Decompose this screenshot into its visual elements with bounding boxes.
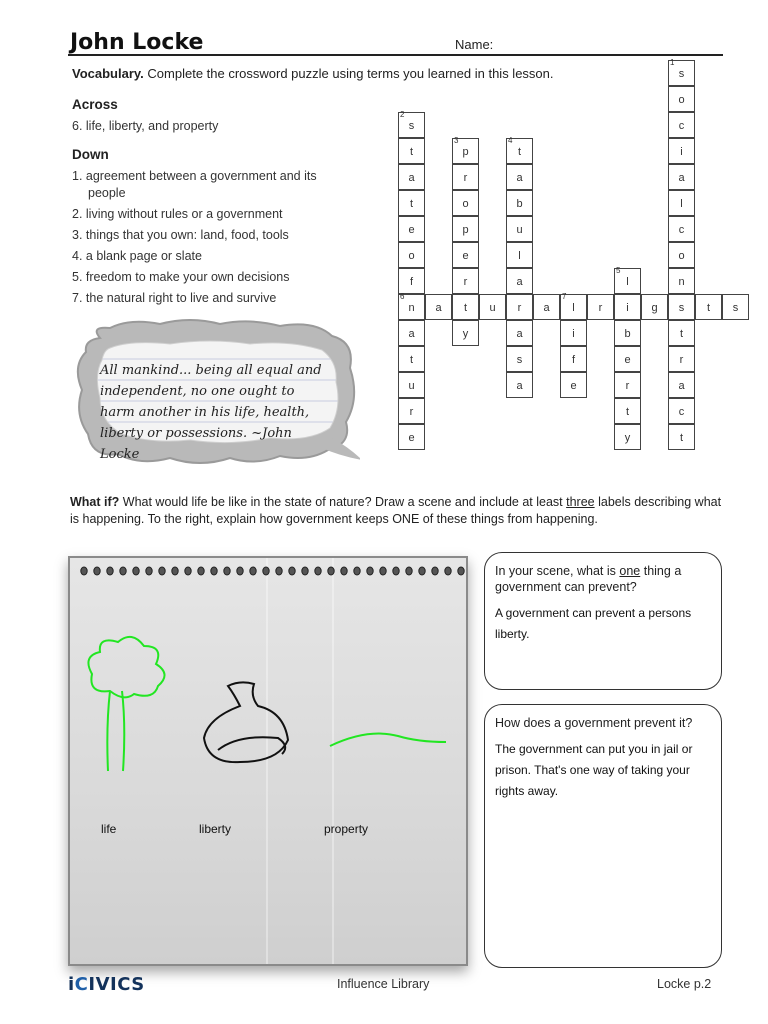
crossword-cell[interactable]: c <box>668 112 695 138</box>
crossword-cell[interactable]: t <box>614 398 641 424</box>
crossword-cell[interactable]: r <box>398 398 425 424</box>
crossword-cell[interactable]: i <box>614 294 641 320</box>
down-clue-5: 5. freedom to make your own decisions <box>72 270 290 284</box>
footer-page: Locke p.2 <box>657 977 712 991</box>
crossword-cell[interactable]: a <box>398 164 425 190</box>
crossword-cell[interactable]: a <box>533 294 560 320</box>
crossword-cell[interactable]: o <box>452 190 479 216</box>
crossword-cell[interactable]: f <box>398 268 425 294</box>
what-if-instructions <box>70 494 730 528</box>
crossword-cell[interactable]: n <box>668 268 695 294</box>
crossword-cell[interactable]: i <box>668 138 695 164</box>
crossword-cell[interactable]: r <box>506 294 533 320</box>
name-label: Name: <box>455 37 494 52</box>
down-clue-1-cont: people <box>88 186 126 200</box>
crossword-cell[interactable]: e <box>560 372 587 398</box>
box1-question: In your scene, what is one thing a government can prevent? <box>495 564 682 594</box>
crossword-cell[interactable]: u <box>398 372 425 398</box>
crossword-cell[interactable]: i <box>560 320 587 346</box>
vocabulary-label: Vocabulary. <box>72 66 144 81</box>
crossword-cell[interactable]: t <box>452 294 479 320</box>
across-heading: Across <box>72 97 118 112</box>
land-line-sketch-icon <box>330 734 446 746</box>
page-title: John Locke <box>70 30 204 55</box>
across-clue-6: 6. life, liberty, and property <box>72 119 219 133</box>
crossword-cell[interactable]: a <box>668 164 695 190</box>
down-clue-1: 1. agreement between a government and its <box>72 169 317 183</box>
down-clue-2: 2. living without rules or a government <box>72 207 283 221</box>
crossword-cell[interactable]: s <box>506 346 533 372</box>
crossword-cell[interactable]: l <box>668 190 695 216</box>
crossword-cell[interactable]: c <box>668 398 695 424</box>
crossword-cell[interactable]: o <box>668 242 695 268</box>
crossword-cell[interactable]: p <box>452 216 479 242</box>
crossword-cell[interactable]: u <box>479 294 506 320</box>
crossword-cell[interactable]: r <box>452 164 479 190</box>
crossword-cell[interactable]: b <box>614 320 641 346</box>
crossword-cell[interactable]: e <box>398 216 425 242</box>
crossword-cell[interactable]: t <box>398 138 425 164</box>
crossword-cell[interactable]: t <box>668 320 695 346</box>
student-drawing <box>68 556 468 966</box>
box2-question: How does a government prevent it? <box>495 716 693 730</box>
crossword-cell[interactable]: p 3 <box>452 138 479 164</box>
crossword-cell[interactable]: e <box>398 424 425 450</box>
what-if-underlined: three <box>566 495 595 509</box>
drawing-label-liberty: liberty <box>199 822 232 836</box>
crossword-cell[interactable]: t <box>668 424 695 450</box>
crossword-cell[interactable]: t <box>695 294 722 320</box>
what-if-text-before: What would life be like in the state of nature? Draw a scene and include at least <box>122 495 563 509</box>
crossword-cell[interactable]: g <box>641 294 668 320</box>
down-clue-4: 4. a blank page or slate <box>72 249 202 263</box>
crossword-cell[interactable]: r <box>452 268 479 294</box>
crossword-cell[interactable]: o <box>398 242 425 268</box>
crossword-cell[interactable]: f <box>560 346 587 372</box>
crossword-cell[interactable]: t <box>398 190 425 216</box>
crossword-cell[interactable]: s <box>668 294 695 320</box>
footer-center: Influence Library <box>337 977 430 991</box>
drawing-label-life: life <box>101 822 117 836</box>
crossword-cell[interactable]: a <box>425 294 452 320</box>
crossword-cell[interactable]: a <box>506 372 533 398</box>
down-clue-3: 3. things that you own: land, food, tools <box>72 228 289 242</box>
crossword-cell[interactable]: n 6 <box>398 294 425 320</box>
tree-sketch-icon <box>88 637 164 771</box>
crossword-cell[interactable]: e <box>614 346 641 372</box>
crossword-cell[interactable]: t 4 <box>506 138 533 164</box>
vocabulary-text: Complete the crossword puzzle using terms you learned in this lesson. <box>147 66 554 81</box>
crossword-cell[interactable]: e <box>452 242 479 268</box>
crossword-cell[interactable]: s 1 <box>668 60 695 86</box>
crossword-cell[interactable]: r <box>614 372 641 398</box>
what-if-label: What if? <box>70 495 120 509</box>
crossword-cell[interactable]: l 7 <box>560 294 587 320</box>
drawing-label-property: property <box>324 822 369 836</box>
crossword-cell[interactable]: r <box>587 294 614 320</box>
crossword-cell[interactable]: a <box>398 320 425 346</box>
crossword-cell[interactable]: c <box>668 216 695 242</box>
crossword-cell[interactable]: o <box>668 86 695 112</box>
crossword-cell[interactable]: a <box>506 164 533 190</box>
crossword-cell[interactable]: a <box>668 372 695 398</box>
answer-box-1[interactable] <box>484 552 722 690</box>
crossword-cell[interactable]: u <box>506 216 533 242</box>
crossword-cell[interactable]: l <box>506 242 533 268</box>
icivics-logo: iCIVICS <box>68 974 145 995</box>
pot-sketch-icon <box>204 682 288 762</box>
crossword-cell[interactable]: a <box>506 320 533 346</box>
answer-box-2[interactable] <box>484 704 722 968</box>
crossword-cell[interactable]: y <box>614 424 641 450</box>
what-if-text-after: labels describing what is happening. To the right, explain how government keeps ONE of these things from happening. <box>70 495 722 526</box>
down-clue-7: 7. the natural right to live and survive <box>72 291 277 305</box>
box1-answer[interactable]: A government can prevent a persons liberty. <box>495 606 692 641</box>
crossword-cell[interactable]: y <box>452 320 479 346</box>
crossword-cell[interactable]: l 5 <box>614 268 641 294</box>
crossword-cell[interactable]: s <box>722 294 749 320</box>
vocabulary-instructions <box>72 66 554 81</box>
crossword-cell[interactable]: b <box>506 190 533 216</box>
down-heading: Down <box>72 147 109 162</box>
box2-answer[interactable]: The government can put you in jail or prison. That's one way of taking your rights away. <box>495 742 693 798</box>
title-rule <box>68 54 723 56</box>
crossword-cell[interactable]: a <box>506 268 533 294</box>
crossword-cell[interactable]: s 2 <box>398 112 425 138</box>
crossword-cell[interactable]: r <box>668 346 695 372</box>
locke-quote: All mankind... being all equal and independent, no one ought to harm another in his life, health, liberty or possessions. ~John Locke <box>100 363 322 462</box>
crossword-cell[interactable]: t <box>398 346 425 372</box>
